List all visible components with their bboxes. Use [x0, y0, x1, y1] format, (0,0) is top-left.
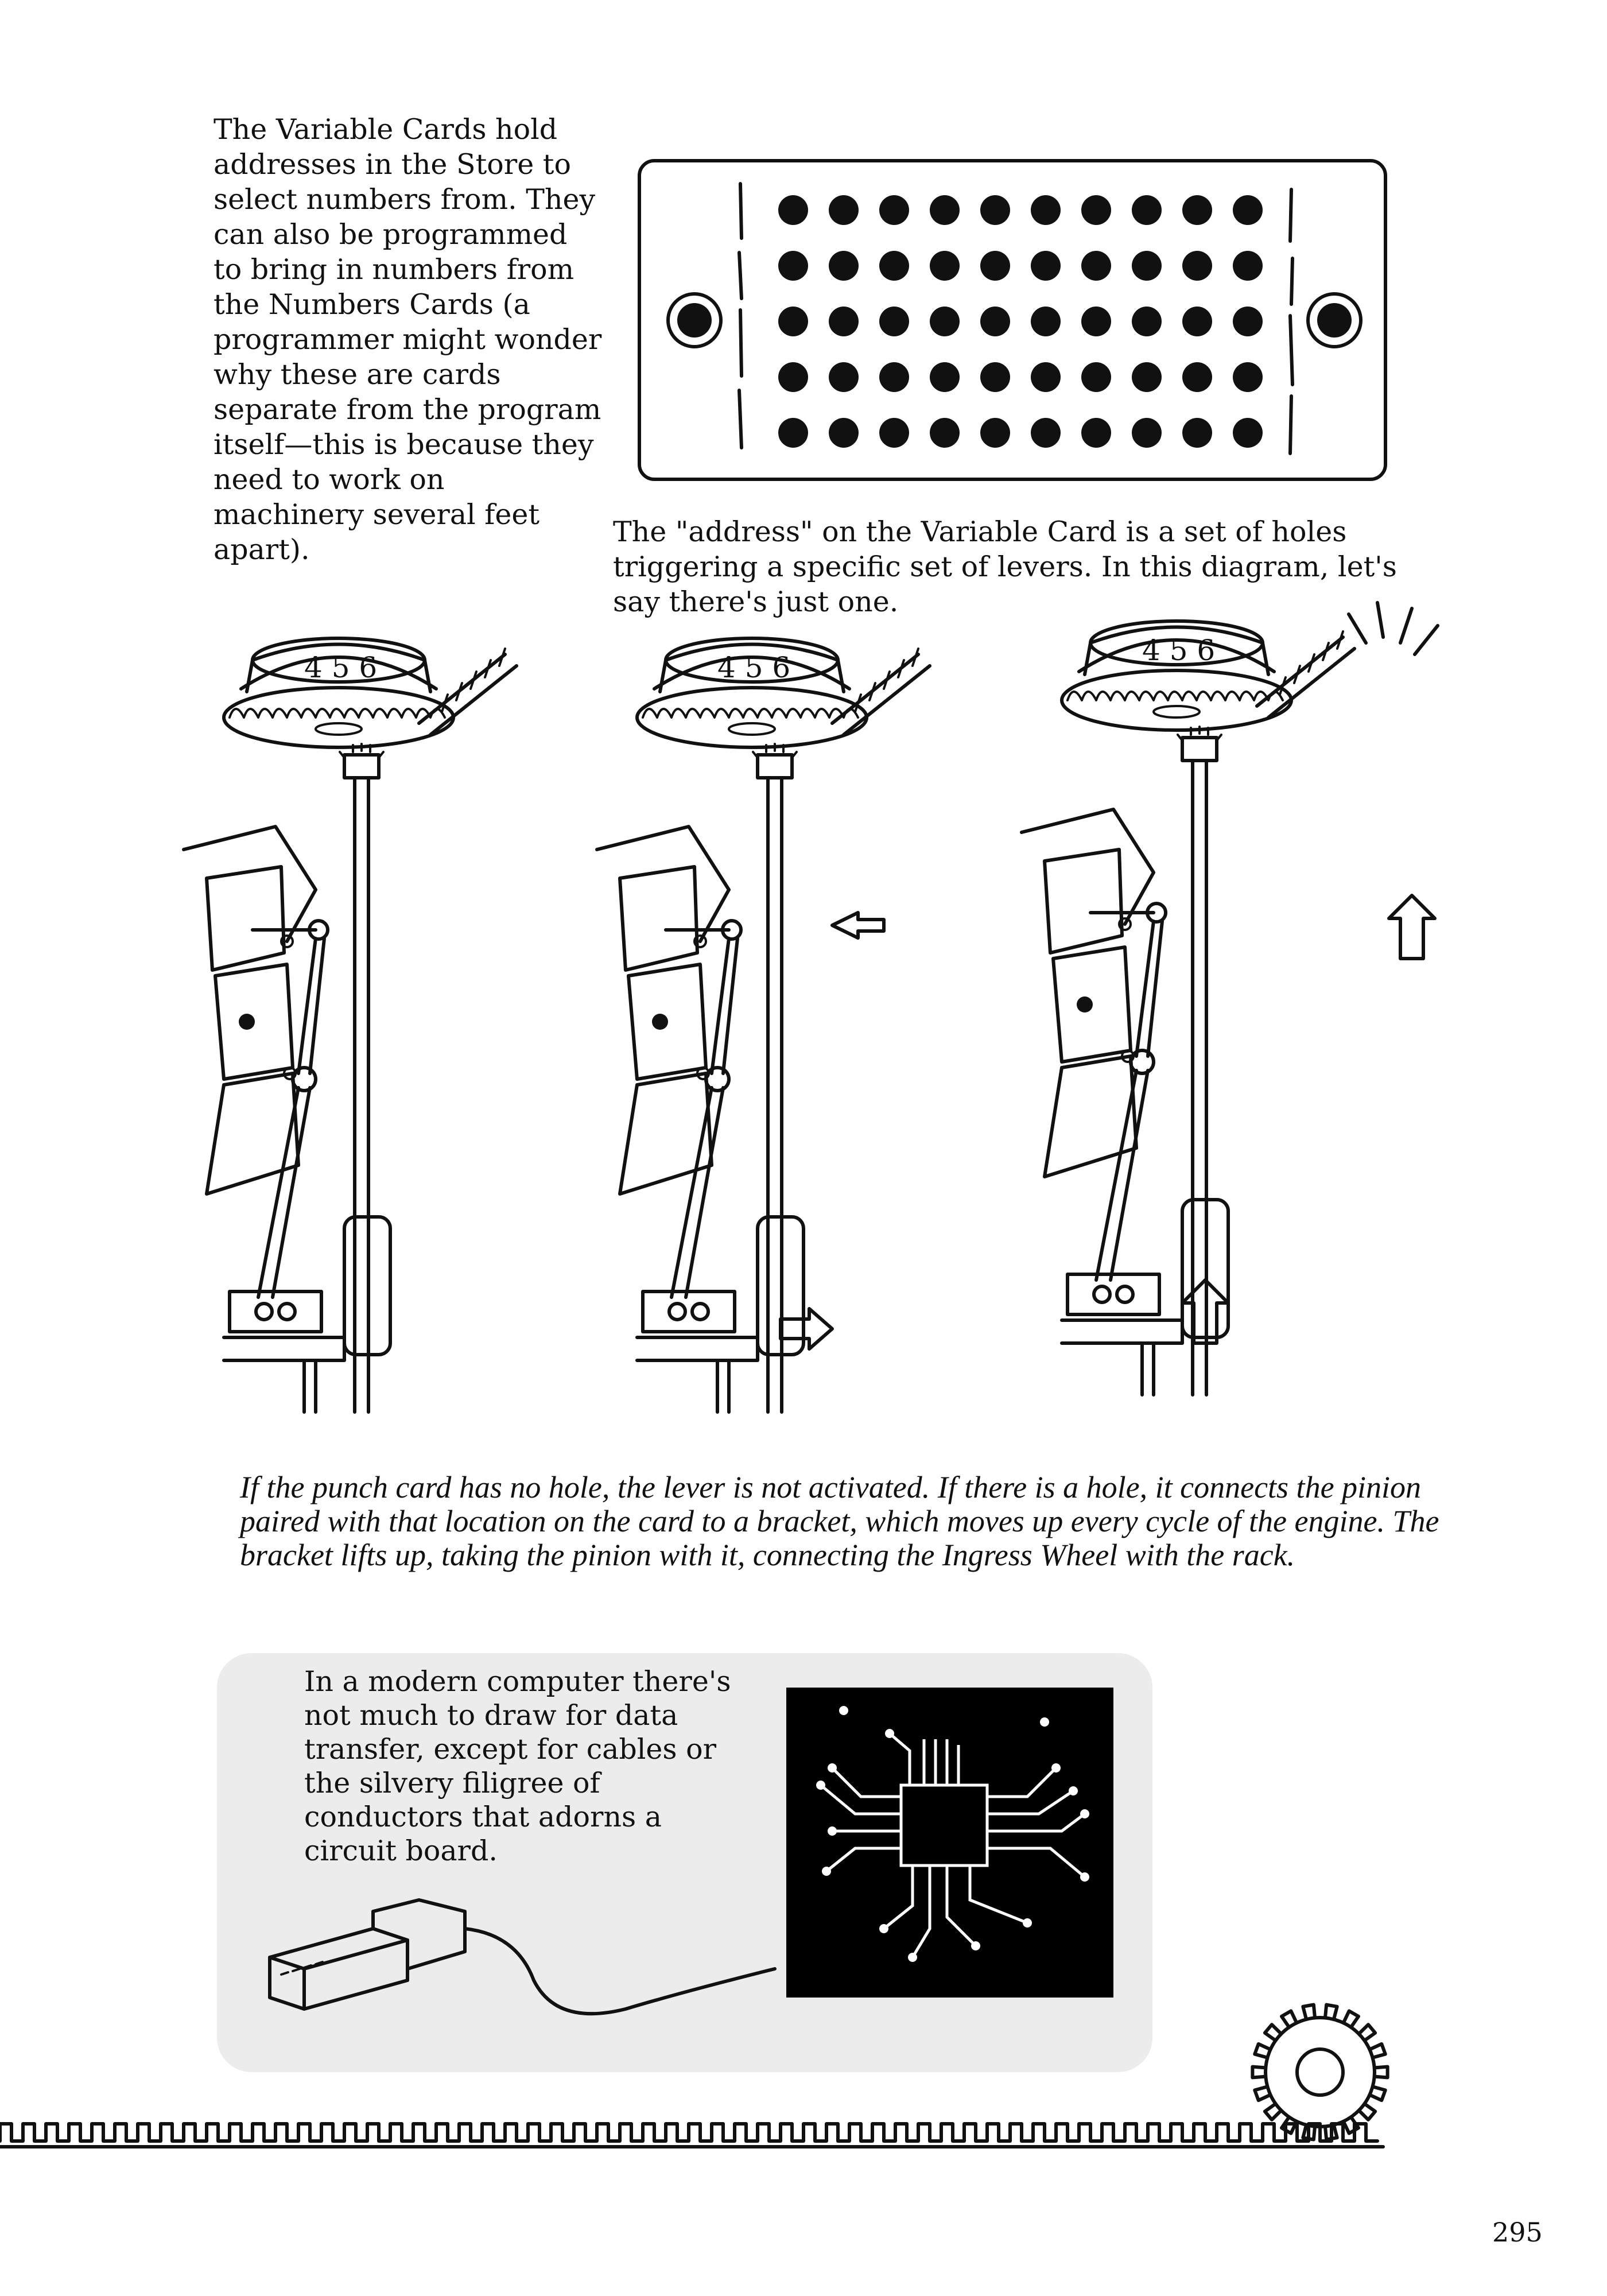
card-hole: [1031, 195, 1061, 225]
card-hole: [1081, 251, 1111, 281]
variable-card-illustration: [631, 149, 1395, 488]
card-hole: [1233, 418, 1263, 448]
wheel-digits-1: 4 5 6: [304, 651, 378, 684]
card-hole: [1233, 307, 1263, 336]
card-hole: [1182, 195, 1212, 225]
card-hole: [930, 307, 960, 336]
card-hole: [1132, 195, 1162, 225]
card-hole: [778, 307, 808, 336]
address-caption: The "address" on the Variable Card is a set of holes triggering a specific set of levers. In this diagram, let's say there's just one.: [613, 515, 1397, 618]
card-hole: [1233, 251, 1263, 281]
card-hole: [879, 307, 909, 336]
mechanism-caption: If the punch card has no hole, the lever is not activated. If there is a hole, it connects the pinion paired with that location on the card to a bracket, which moves up every cycle of the engine. The bracket lifts up, taking the pinion with it, connecting the Ingress Wheel with the rack.: [240, 1470, 1439, 1572]
rack-decoration: [0, 2118, 1389, 2152]
card-hole: [1081, 418, 1111, 448]
gear-tooth: [1252, 2067, 1266, 2078]
card-hole: [980, 418, 1010, 448]
card-hole: [1081, 195, 1111, 225]
card-hole: [1182, 418, 1212, 448]
card-hole: [778, 251, 808, 281]
card-hole: [829, 195, 859, 225]
card-holes: [778, 195, 1263, 448]
card-hole: [879, 418, 909, 448]
card-hole: [1031, 307, 1061, 336]
circuit-board-image: [786, 1688, 1113, 1998]
wheel-digits-2: 4 5 6: [717, 651, 791, 684]
card-hole: [1031, 362, 1061, 392]
card-hole: [1182, 362, 1212, 392]
card-hole: [778, 195, 808, 225]
card-hole: [930, 418, 960, 448]
card-hole: [1233, 195, 1263, 225]
card-hole: [829, 251, 859, 281]
card-hole: [879, 195, 909, 225]
card-hole: [980, 307, 1010, 336]
card-hole: [1132, 251, 1162, 281]
card-hole: [778, 418, 808, 448]
card-hole: [1031, 418, 1061, 448]
gear-tooth: [1375, 2067, 1388, 2078]
card-hole: [930, 251, 960, 281]
card-hole: [1182, 251, 1212, 281]
card-hole: [829, 418, 859, 448]
card-hole: [980, 251, 1010, 281]
card-hole: [879, 251, 909, 281]
card-hole: [980, 362, 1010, 392]
cable-plug-illustration: [270, 1894, 786, 2055]
card-hole: [1132, 362, 1162, 392]
card-hole: [980, 195, 1010, 225]
card-hole: [829, 307, 859, 336]
card-hole: [778, 362, 808, 392]
card-hole: [930, 195, 960, 225]
card-hole: [1182, 307, 1212, 336]
card-hole: [930, 362, 960, 392]
card-hole: [1081, 362, 1111, 392]
mechanism-illustration: [172, 620, 1492, 1441]
card-hole: [879, 362, 909, 392]
card-hole: [1132, 418, 1162, 448]
page-number: 295: [1492, 2217, 1543, 2248]
modern-computer-text: In a modern computer there's not much to draw for data transfer, except for cables or the silvery filigree of conductors that adorns a circuit board.: [304, 1665, 731, 1867]
card-hole: [1081, 307, 1111, 336]
card-hole: [1132, 307, 1162, 336]
intro-text: The Variable Cards hold addresses in the Store to select numbers from. They can also be programmed to bring in numbers from the Numbers Cards (a programmer might wonder why these are cards separate from the program itself—this is because they need to work on machinery several feet apart).: [214, 113, 602, 566]
card-hole: [1233, 362, 1263, 392]
card-hole: [829, 362, 859, 392]
card-hole: [1031, 251, 1061, 281]
wheel-digits-3: 4 5 6: [1142, 634, 1216, 667]
